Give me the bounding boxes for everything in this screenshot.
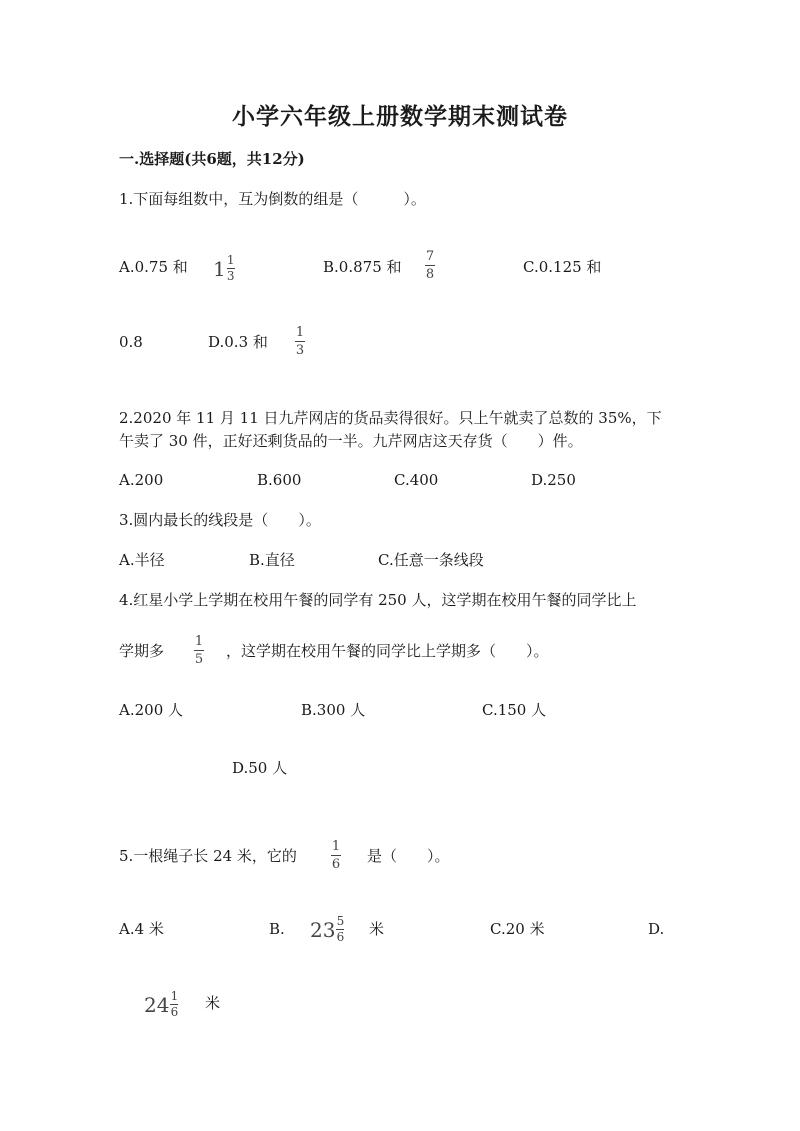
q1-a-whole: 1 xyxy=(213,256,226,281)
q5-d-numerator: 1 xyxy=(170,989,179,1003)
page-title: 小学六年级上册数学期末测试卷 xyxy=(232,103,568,130)
question-4-line-2-start: 学期多 xyxy=(119,642,165,660)
q1-d-numerator: 1 xyxy=(295,325,305,340)
q5-option-d-mixed-number xyxy=(144,990,178,1019)
q1-a-denominator: 3 xyxy=(226,269,235,283)
question-5-stem-end: 是（ ）。 xyxy=(367,847,450,865)
q2-option-a: A.200 xyxy=(119,471,164,489)
q5-denominator: 6 xyxy=(331,857,341,872)
q4-option-d: D.50 人 xyxy=(232,759,288,777)
q1-a-numerator: 1 xyxy=(226,253,235,267)
question-1-stem: 1.下面每组数中，互为倒数的组是（ ）。 xyxy=(119,190,426,208)
q1-option-d-label: D.0.3 和 xyxy=(208,333,268,351)
question-4-line-1: 4.红星小学上学期在校用午餐的同学有 250 人，这学期在校用午餐的同学比上 xyxy=(119,591,637,609)
fraction-bar xyxy=(295,341,305,342)
q4-numerator: 1 xyxy=(194,634,204,649)
fraction-bar xyxy=(425,265,435,266)
q1-option-c-continued: 0.8 xyxy=(119,333,143,351)
question-2-line-1: 2.2020 年 11 月 11 日九芹网店的货品卖得很好。只上午就卖了总数的 35%，下 xyxy=(119,409,662,427)
q5-numerator: 1 xyxy=(331,839,341,854)
q5-b-denominator: 6 xyxy=(336,930,345,944)
q5-d-whole: 24 xyxy=(144,992,170,1017)
q5-option-b-unit: 米 xyxy=(369,920,385,938)
q5-option-d-label: D. xyxy=(648,920,665,938)
q5-option-b-label: B. xyxy=(269,920,285,938)
q1-option-a-mixed-number xyxy=(213,254,235,283)
question-4-line-2-end: ，这学期在校用午餐的同学比上学期多（ ）。 xyxy=(226,642,549,660)
q2-option-d: D.250 xyxy=(531,471,576,489)
q5-option-d-unit: 米 xyxy=(205,994,221,1012)
fraction-bar xyxy=(331,855,341,856)
q4-option-c: C.150 人 xyxy=(482,701,547,719)
q5-b-fraction xyxy=(336,915,344,944)
q3-option-b: B.直径 xyxy=(249,551,295,569)
q3-option-c: C.任意一条线段 xyxy=(378,551,484,569)
q4-option-b: B.300 人 xyxy=(301,701,366,719)
fraction-bar xyxy=(194,650,204,651)
q5-option-a: A.4 米 xyxy=(119,920,164,938)
question-3-stem: 3.圆内最长的线段是（ ）。 xyxy=(119,511,321,529)
section-heading: 一.选择题(共6题，共12分) xyxy=(119,150,305,168)
q1-d-fraction xyxy=(295,325,305,358)
q1-option-b-label: B.0.875 和 xyxy=(323,258,402,276)
q4-fraction xyxy=(194,634,204,667)
q4-option-a: A.200 人 xyxy=(119,701,183,719)
q4-denominator: 5 xyxy=(194,652,204,667)
q5-option-b-mixed-number xyxy=(310,915,344,944)
q1-b-denominator: 8 xyxy=(425,267,435,282)
q1-a-fraction xyxy=(227,254,235,283)
q1-option-c-label: C.0.125 和 xyxy=(523,258,602,276)
q1-option-a-label: A.0.75 和 xyxy=(119,258,188,276)
q5-option-c: C.20 米 xyxy=(490,920,545,938)
q5-b-numerator: 5 xyxy=(336,914,345,928)
q5-d-denominator: 6 xyxy=(170,1005,179,1019)
q1-b-numerator: 7 xyxy=(425,249,435,264)
q2-option-c: C.400 xyxy=(394,471,439,489)
question-2-line-2: 午卖了 30 件，正好还剩货品的一半。九芹网店这天存货（ ）件。 xyxy=(119,432,583,450)
q1-d-denominator: 3 xyxy=(295,343,305,358)
q5-d-fraction xyxy=(170,990,178,1019)
q5-b-whole: 23 xyxy=(310,917,336,942)
question-5-stem-start: 5.一根绳子长 24 米，它的 xyxy=(119,847,297,865)
q1-b-fraction xyxy=(425,249,435,282)
q3-option-a: A.半径 xyxy=(119,551,165,569)
q5-fraction xyxy=(331,839,341,872)
q2-option-b: B.600 xyxy=(257,471,302,489)
